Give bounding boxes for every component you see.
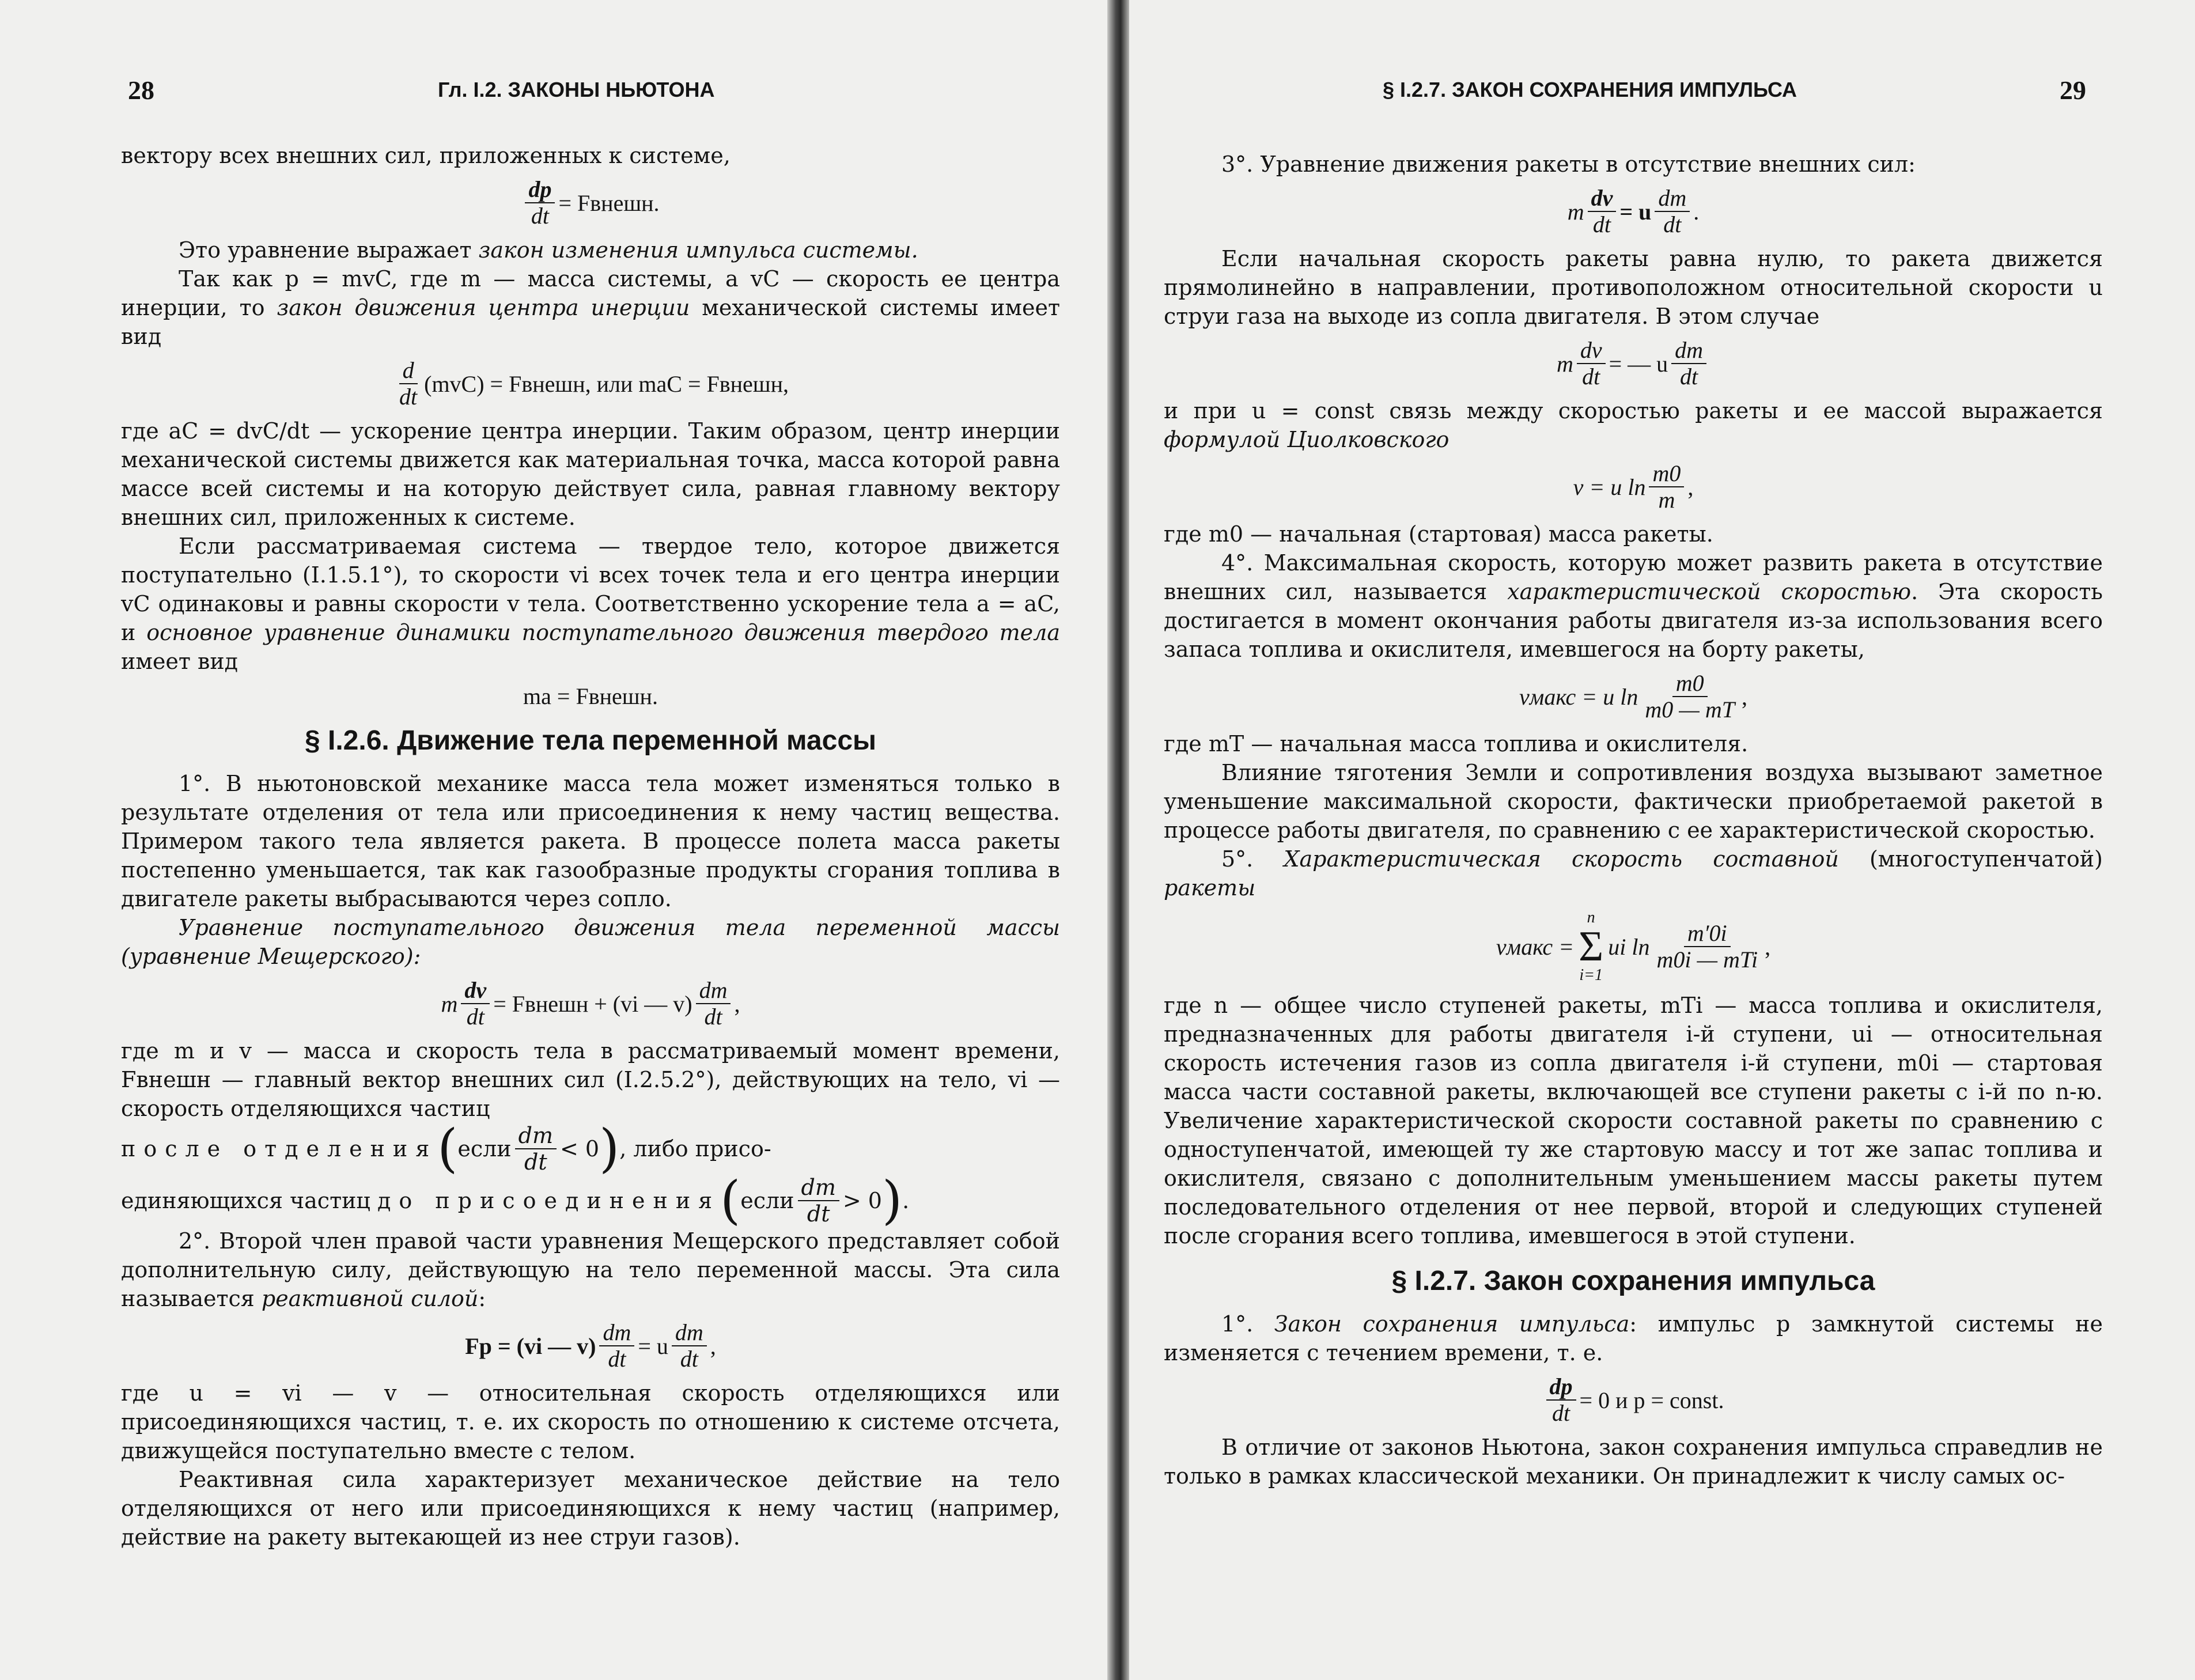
paragraph: Уравнение поступательного движения тела переменной массы (уравнение Мещерского):: [121, 915, 1060, 969]
frac-num: dm: [798, 1175, 839, 1201]
formula: [121, 1320, 1060, 1372]
frac-den: dt: [807, 1201, 830, 1227]
frac-num: dp: [525, 177, 555, 203]
frac-num: m′0i: [1684, 921, 1731, 947]
formula: [121, 177, 1060, 229]
paragraph: Влияние тяготения Земли и сопротивления воздуха вызывают заметное уменьшение максимальной скорости, фактически приобретаемой ракетой в процессе работы двигателя, по сравнению с ее характеристической скоростью.: [1164, 760, 2103, 843]
paragraph: где n — общее число ступеней ракеты, mTi — масса топлива и окислителя, предназначенных для работы двигателя i-й ступени, ui — относительная скорость истечения газов из сопла двигателя i-й ступени, m0i — стартовая масса части составной ракеты, включающей все ступени ракеты с i-й по n-ю. Увеличение характеристической скорости составной ракеты по сравнению с одноступенчатой, имеющей ту же стартовую массу и тот же запас топлива и окислителя, связано с дополнительным уменьшением массы ракеты путем последовательного отделения от нее первой, второй и следующих ступеней после сгорания всего топлива, имевшегося в этой ступени.: [1164, 993, 2103, 1248]
frac-den: dt: [608, 1346, 626, 1372]
frac-den: dt: [1582, 364, 1600, 389]
frac-den: dt: [680, 1346, 698, 1372]
formula-text: = u: [1619, 198, 1652, 225]
frac-num: dm: [1655, 186, 1690, 212]
frac-den: dt: [1680, 364, 1698, 389]
frac-num: d: [399, 358, 418, 384]
page-number-right: 29: [2060, 75, 2086, 105]
text: . Эта скорость достигается в момент окончания работы двигателя из-за использования всего запаса топлива и окислителя, имевшегося на борту ракеты,: [1164, 579, 2103, 662]
paragraph: [1164, 845, 2103, 902]
frac-den: dt: [1551, 1400, 1570, 1426]
formula-text: = Fвнешн.: [558, 190, 660, 216]
formula: [1164, 338, 2103, 389]
text: и при u = const связь между скоростью ракеты и ее массой выражается: [1164, 398, 2103, 423]
frac-num: dm: [696, 978, 731, 1004]
text: > 0: [842, 1188, 882, 1213]
text: 2°. Второй член правой части уравнения Мещерского представляет собой дополнительную силу, действующую на тело переменной массы. Эта сила называется: [121, 1228, 1060, 1311]
frac-den: dt: [531, 203, 550, 229]
text: если: [740, 1188, 794, 1213]
frac-den: m0i — mTi: [1656, 947, 1758, 973]
frac-den: dt: [399, 384, 418, 410]
text: , либо присо-: [619, 1136, 771, 1161]
formula-text: Fp = (vi — v): [465, 1333, 596, 1359]
text: : импульс p замкнутой системы не изменяется с течением времени, т. е.: [1164, 1311, 2103, 1365]
paragraph: единяющихся частиц до присоединения ( если $\frac{dm}{dt}$ > 0 ) .: [121, 1170, 910, 1231]
frac-den: dt: [1592, 211, 1611, 237]
formula: [1164, 461, 2103, 513]
text: 4°. Максимальная скорость, которую может развить ракета в отсутствие внешних сил, называется: [1164, 550, 2103, 604]
formula: [1164, 671, 2103, 722]
paragraph: [121, 1227, 1060, 1313]
formula-text: ,: [1687, 474, 1694, 500]
spaced-text: до присоединения: [377, 1188, 721, 1213]
text: (многоступенчатой): [1838, 846, 2103, 872]
section-heading: § I.2.6. Движение тела переменной массы: [304, 725, 877, 756]
formula: [121, 978, 1060, 1030]
formula-text: (mvC) = Fвнешн, или maC = Fвнешн,: [424, 370, 789, 397]
formula: [121, 358, 1060, 410]
emphasis: закон изменения импульса системы.: [478, 237, 918, 263]
formula-text: ma = Fвнешн.: [523, 683, 658, 709]
frac-den: m: [1658, 487, 1675, 513]
emphasis: реактивной силой: [261, 1286, 479, 1311]
text: имеет вид: [121, 649, 239, 674]
emphasis: основное уравнение динамики поступательного движения твердого тела: [146, 620, 1061, 645]
book-gutter: [1107, 0, 1131, 1680]
sum-lower: i=1: [1579, 966, 1603, 984]
summation: [1579, 909, 1603, 984]
formula-text: m: [1556, 350, 1573, 377]
paren-open: (: [437, 1118, 458, 1179]
text: механической системы имеет вид: [121, 295, 1060, 349]
text: Если рассматриваемая система — твердое тело, которое движется поступательно (I.1.5.1°), то скорости vi всех точек тела и его центра инерции vC одинаковы и равны скорости v тела. Соответственно ускорение тела a = aC, и: [121, 533, 1060, 645]
paragraph: [121, 1118, 1060, 1179]
paragraph: где u = vi — v — относительная скорость отделяющихся или присоединяющихся частиц, т. е. их скорость по отношению к системе отсчета, движущейся поступательно вместе с телом.: [121, 1380, 1060, 1463]
text: Это уравнение выражает: [179, 237, 479, 263]
frac-den: dt: [704, 1004, 722, 1030]
formula-text: ,: [734, 990, 740, 1017]
emphasis: формулой Циолковского: [1164, 427, 1450, 452]
text: 1°.: [1221, 1311, 1274, 1337]
frac-den: dt: [524, 1149, 547, 1175]
frac-num: dm: [672, 1320, 707, 1346]
frac-num: dv: [461, 978, 490, 1004]
sum-upper: n: [1587, 909, 1595, 926]
frac-num: dv: [1588, 186, 1617, 212]
formula-text: .: [1693, 198, 1700, 225]
text: :: [478, 1286, 486, 1311]
paragraph: В отличие от законов Ньютона, закон сохранения импульса справедлив не только в рамках классической механики. Он принадлежит к числу самых ос-: [1164, 1435, 2103, 1489]
paren-close: ): [599, 1118, 620, 1179]
frac-num: dm: [1671, 338, 1706, 364]
text: 5°.: [1221, 846, 1284, 872]
emphasis: закон движения центра инерции: [277, 295, 690, 320]
formula-text: = — u: [1609, 350, 1668, 377]
emphasis: Характеристическая скорость составной: [1284, 846, 1839, 872]
paragraph: где m0 — начальная (стартовая) масса ракеты.: [1164, 521, 1713, 547]
formula-text: ui ln: [1608, 933, 1650, 960]
formula-text: vмакс =: [1496, 933, 1575, 960]
paragraph: 3°. Уравнение движения ракеты в отсутствие внешних сил:: [1221, 152, 1916, 177]
paragraph: где mT — начальная масса топлива и окислителя.: [1164, 731, 1749, 756]
formula: [1164, 909, 2103, 984]
text: Так как p = mvC, где m — масса системы, а vC — скорость ее центра инерции, то: [121, 266, 1060, 320]
frac-den: m0 — mT: [1645, 697, 1735, 722]
paragraph: [1164, 548, 2103, 664]
paragraph: [121, 236, 1060, 264]
formula-text: m: [1567, 198, 1584, 225]
formula-text: = Fвнешн + (vi — v): [493, 990, 692, 1017]
paragraph: вектору всех внешних сил, приложенных к системе,: [121, 143, 731, 168]
paragraph: [1164, 1310, 2103, 1367]
emphasis: характеристической скоростью: [1507, 579, 1912, 604]
formula-text: ,: [1765, 933, 1771, 960]
frac-num: dm: [599, 1320, 634, 1346]
paragraph: [121, 532, 1060, 676]
frac-den: dt: [466, 1004, 485, 1030]
paren-close: ): [881, 1170, 903, 1231]
paragraph: Если начальная скорость ракеты равна нулю, то ракета движется прямолинейно в направлении, противоположном относительной скорости u струи газа на выходе из сопла двигателя. В этом случае: [1164, 246, 2103, 329]
formula-text: ,: [1741, 683, 1747, 710]
formula: [121, 683, 1060, 710]
paragraph: Реактивная сила характеризует механическое действие на тело отделяющихся от него или присоединяющихся к нему частиц (например, действие на ракету вытекающей из нее струи газов).: [121, 1467, 1060, 1550]
paragraph: где m и v — масса и скорость тела в рассматриваемый момент времени, Fвнешн — главный вектор внешних сил (I.2.5.2°), действующих на тело, vi — скорость отделяющихся частиц: [121, 1038, 1060, 1121]
formula: [1164, 186, 2103, 237]
text: единяющихся частиц: [121, 1188, 370, 1213]
paren-open: (: [720, 1170, 741, 1231]
paragraph: где aC = dvC/dt — ускорение центра инерции. Таким образом, центр инерции механической системы движется как материальная точка, масса которой равна массе всей системы и на которую действует сила, равная главному вектору внешних сил, приложенных к системе.: [121, 418, 1060, 530]
spaced-text: после отделения: [121, 1136, 438, 1161]
formula: [1164, 1374, 2103, 1426]
paragraph: [1164, 396, 2103, 454]
emphasis: ракеты: [1164, 875, 1256, 900]
frac-num: m0: [1649, 461, 1684, 487]
frac-den: dt: [1663, 211, 1682, 237]
frac-num: dp: [1546, 1374, 1576, 1401]
frac-num: m0: [1672, 671, 1708, 697]
right-text-column: [1164, 150, 2103, 1490]
formula-text: = u: [638, 1333, 668, 1359]
text: < 0: [559, 1136, 600, 1161]
formula-text: m: [441, 990, 458, 1017]
formula-text: ,: [710, 1333, 716, 1359]
left-text-column: [121, 141, 1060, 1552]
emphasis: Закон сохранения импульса: [1274, 1311, 1630, 1337]
sigma-symbol: Σ: [1579, 923, 1604, 970]
formula-text: vмакс = u ln: [1519, 683, 1638, 710]
formula-text: = 0 и p = const.: [1579, 1387, 1724, 1413]
page-number-left: 28: [128, 75, 154, 105]
running-head-left: Гл. I.2. ЗАКОНЫ НЬЮТОНА: [438, 78, 715, 101]
formula-text: v = u ln: [1573, 474, 1646, 500]
frac-num: dm: [515, 1123, 557, 1149]
paragraph: 1°. В ньютоновской механике масса тела может изменяться только в результате отделения от тела или присоединения к нему частиц вещества. Примером такого тела является ракета. В процессе полета масса ракеты постепенно уменьшается, так как газообразные продукты сгорания топлива в двигателе ракеты выбрасываются через сопло.: [121, 771, 1060, 911]
paragraph: [121, 264, 1060, 351]
text: если: [457, 1136, 512, 1161]
section-heading: § I.2.7. Закон сохранения импульса: [1391, 1266, 1875, 1296]
running-head-right: § I.2.7. ЗАКОН СОХРАНЕНИЯ ИМПУЛЬСА: [1383, 78, 1797, 101]
frac-num: dv: [1577, 338, 1606, 364]
